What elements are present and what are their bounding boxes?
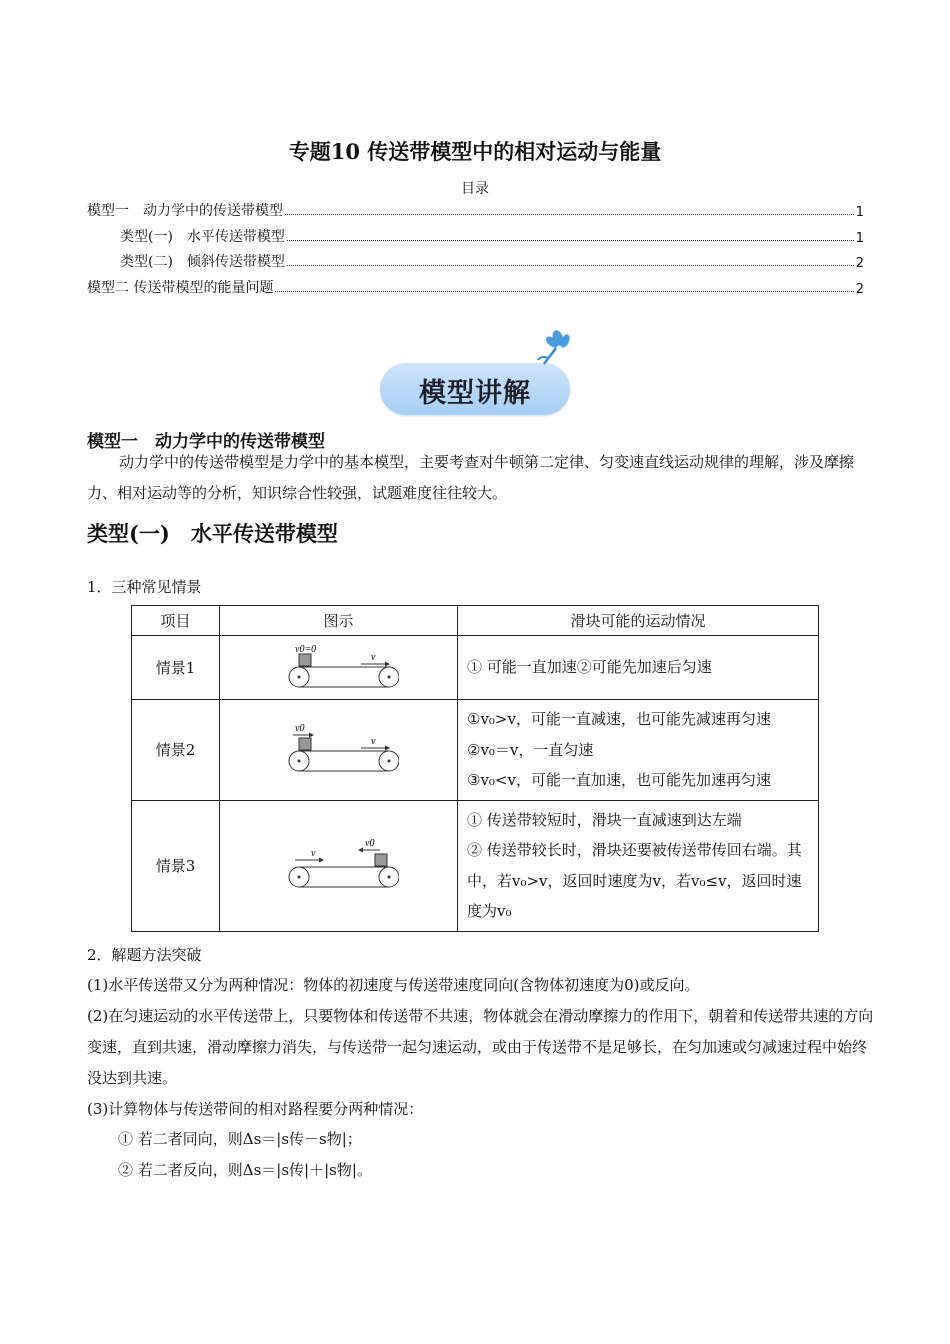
document-title: 专题10 传送带模型中的相对运动与能量 [288, 139, 662, 164]
velocity-label: v [370, 651, 375, 663]
model1-heading: 模型一 动力学中的传送带模型 [87, 432, 325, 452]
motion-line: ① 传送带较短时，滑块一直减速到达左端 [467, 810, 742, 829]
velocity-label: v [370, 735, 375, 747]
motion-description [458, 800, 819, 931]
scenario-name: 情景2 [132, 700, 220, 801]
table-row [132, 636, 819, 700]
velocity-label: v [310, 847, 315, 859]
flower-icon [532, 326, 576, 366]
toc-leader [285, 214, 854, 215]
toc-entry-page: 1 [855, 231, 864, 246]
section2-heading: 2．解题方法突破 [87, 946, 202, 964]
scenario-name: 情景3 [132, 800, 220, 931]
formula-same-direction: ① 若二者同向，则Δs＝|s传－s物|； [118, 1130, 362, 1148]
toc-leader [287, 265, 854, 266]
v0-label: v0 [294, 722, 304, 734]
table-row [132, 700, 819, 801]
toc-entry[interactable] [120, 226, 864, 246]
motion-line: ①v₀>v，可能一直减速，也可能先减速再匀速 [467, 710, 771, 728]
belt-figure-cell [220, 800, 458, 931]
formula-opposite-direction: ② 若二者反向，则Δs＝|s传|＋|s物|。 [118, 1161, 372, 1179]
toc-entry-page: 1 [855, 205, 864, 220]
motion-line: ③v₀<v，可能一直加速，也可能先加速再匀速 [467, 771, 771, 789]
method-paragraph: (2)在匀速运动的水平传送带上，只要物体和传送带不共速，物体就会在滑动摩擦力的作用下，朝着和传送带共速的方向变速，直到共速，滑动摩擦力消失，与传送带一起匀速运动，或由于传送带不是足够长，在匀加速或匀减速过程中始终没达到共速。 [87, 1007, 874, 1087]
conveyor-belt-figure [279, 836, 399, 896]
belt-figure-cell [220, 636, 458, 700]
toc-entry[interactable] [120, 251, 864, 271]
toc-entry-label: 类型(二) 倾斜传送带模型 [120, 254, 285, 270]
toc-leader [287, 240, 854, 241]
col-header-figure: 图示 [220, 606, 458, 636]
toc-leader [275, 291, 853, 292]
toc-entry-label: 模型二 传送带模型的能量问题 [87, 280, 274, 296]
method-paragraph: (3)计算物体与传送带间的相对路程要分两种情况： [87, 1100, 424, 1118]
toc-entry-label: 模型一 动力学中的传送带模型 [87, 203, 283, 219]
v0-label: v0 [364, 837, 374, 849]
motion-description [458, 636, 819, 700]
toc-entry-page: 2 [855, 282, 864, 297]
col-header-motion: 滑块可能的运动情况 [458, 606, 819, 636]
toc-entry-page: 2 [855, 256, 864, 271]
toc-entry-label: 类型(一) 水平传送带模型 [120, 229, 285, 245]
motion-line: ②v₀＝v，一直匀速 [467, 740, 594, 759]
scenario-name: 情景1 [132, 636, 220, 700]
toc-entry[interactable] [87, 277, 864, 297]
method-paragraph: (1)水平传送带又分为两种情况：物体的初速度与传送带速度同向(含物体初速度为0)或反向。 [87, 976, 700, 994]
section1-heading: 1．三种常见情景 [87, 578, 202, 596]
toc-entry[interactable] [87, 200, 864, 220]
banner-title: 模型讲解 [419, 378, 531, 409]
type1-heading: 类型(一) 水平传送带模型 [87, 521, 338, 546]
conveyor-belt-figure [279, 722, 399, 778]
motion-description [458, 700, 819, 801]
toc-heading: 目录 [461, 181, 489, 197]
v0-zero-label: v0=0 [294, 643, 316, 655]
scenario-table [131, 605, 819, 932]
model1-paragraph: 动力学中的传送带模型是力学中的基本模型，主要考查对牛顿第二定律、匀变速直线运动规律的理解，涉及摩擦力、相对运动等的分析，知识综合性较强，试题难度往往较大。 [87, 453, 855, 502]
belt-figure-cell [220, 700, 458, 801]
conveyor-belt-figure [279, 640, 399, 696]
motion-line: ① 可能一直加速②可能先加速后匀速 [467, 658, 712, 677]
motion-line: ② 传送带较长时，滑块还要被传送带传回右端。其中，若v₀>v，返回时速度为v，若v₀≤v，返回时速度为v₀ [467, 841, 802, 920]
table-row [132, 800, 819, 931]
col-header-item: 项目 [132, 606, 220, 636]
